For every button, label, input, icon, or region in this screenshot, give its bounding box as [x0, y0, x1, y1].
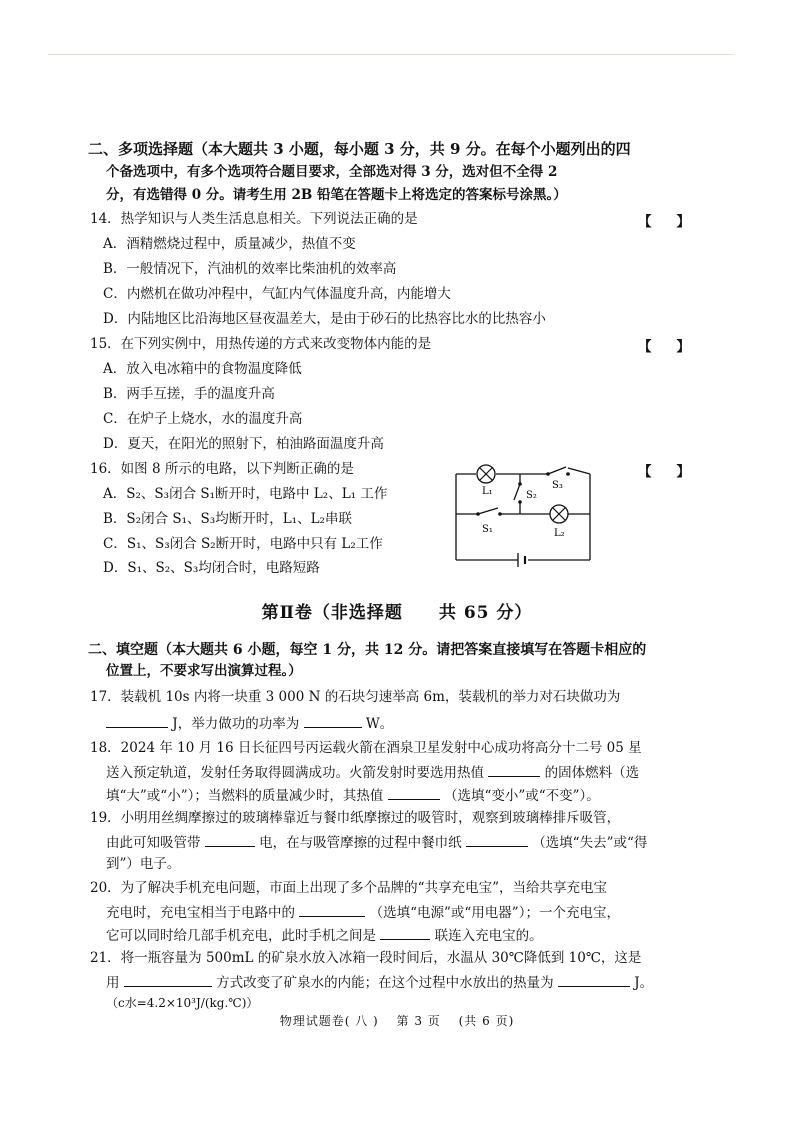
q21-text-a: 用 — [106, 975, 120, 991]
q17-text-b: W。 — [365, 716, 394, 732]
bracket-close: 】 — [676, 464, 690, 480]
q19-text-b: 电，在与吸管摩擦的过程中餐巾纸 — [259, 835, 462, 851]
q18-line-3 — [106, 785, 724, 805]
section-b-line-1: 二、填空题（本大题共 6 小题，每空 1 分，共 12 分。请把答案直接填写在答题卡相应的 — [88, 642, 647, 658]
section-b-line-2: 位置上，不要求写出演算过程。） — [106, 663, 302, 679]
q17-line-2 — [106, 713, 724, 733]
section-a-line-2: 个备选项中，有多个选项符合题目要求，全部选对得 3 分，选对但不全得 2 — [106, 164, 558, 180]
q21-text-b: 方式改变了矿泉水的内能；在这个过程中水放出的热量为 — [216, 975, 554, 991]
circuit-diagram — [448, 458, 598, 568]
q20-text-b: （选填“电源”或“用电器”）；一个充电宝， — [369, 905, 620, 921]
q14-option-d: D．内陆地区比沿海地区昼夜温差大，是由于砂石的比热容比水的比热容小 — [103, 311, 546, 327]
q16-option-b: B．S₂闭合 S₁、S₃均断开时，L₁、L₂串联 — [103, 511, 352, 527]
section-a-line-1: 二、多项选择题（本大题共 3 小题，每小题 3 分，共 9 分。在每个小题列出的四 — [88, 140, 631, 158]
section-2-title: 第Ⅱ卷（非选择题 共 65 分） — [261, 603, 533, 623]
q17-blank-work[interactable] — [106, 713, 168, 728]
q17-blank-power[interactable] — [304, 713, 362, 728]
q14-option-a: A．酒精燃烧过程中，质量减少，热值不变 — [103, 236, 356, 252]
q21-blank-method[interactable] — [124, 972, 212, 987]
q19-text-c: （选填“失去”或“得 — [532, 835, 648, 851]
q20-text-a: 充电时，充电宝相当于电路中的 — [106, 905, 295, 921]
q18-blank-heat-value[interactable] — [488, 762, 540, 777]
section-a-line-3: 分，有选错得 0 分。请考生用 2B 铅笔在答题卡上将选定的答案标号涂黑。） — [106, 187, 567, 203]
q18-line-2 — [106, 762, 724, 782]
q19-line-3: 到”）电子。 — [106, 856, 181, 872]
q16-answer-bracket[interactable] — [638, 460, 690, 480]
circuit-label-l1: L₁ — [482, 486, 493, 497]
q15-answer-bracket[interactable] — [638, 335, 690, 355]
q14-stem: 14．热学知识与人类生活息息相关。下列说法正确的是 — [90, 211, 418, 227]
q20-text-c: 它可以同时给几部手机充电，此时手机之间是 — [106, 928, 376, 944]
q20-line-2 — [106, 902, 724, 922]
bracket-open: 【 — [638, 214, 652, 230]
bracket-open: 【 — [638, 339, 652, 355]
q20-line-3 — [106, 925, 724, 945]
q16-option-a: A．S₂、S₃闭合 S₁断开时，电路中 L₂、L₁ 工作 — [103, 486, 388, 502]
q18-blank-change[interactable] — [388, 785, 440, 800]
circuit-label-s2: S₂ — [526, 490, 537, 501]
circuit-label-s3: S₃ — [552, 480, 563, 491]
q20-line-1: 20．为了解决手机充电问题，市面上出现了多个品牌的“共享充电宝”，当给共享充电宝 — [90, 880, 607, 896]
q16-option-c: C．S₁、S₃闭合 S₂断开时，电路中只有 L₂工作 — [103, 536, 383, 552]
q20-text-d: 联连入充电宝的。 — [434, 928, 543, 944]
q21-text-c: J。 — [634, 975, 654, 991]
q19-text-a: 由此可知吸管带 — [106, 835, 201, 851]
q21-blank-heat[interactable] — [558, 972, 630, 987]
q18-line-1: 18．2024 年 10 月 16 日长征四号丙运载火箭在酒泉卫星发射中心成功将高分十二号 05 星 — [90, 740, 642, 756]
q19-blank-charge[interactable] — [205, 832, 255, 847]
q14-option-b: B．一般情况下，汽油机的效率比柴油机的效率高 — [103, 261, 397, 277]
bracket-open: 【 — [638, 464, 652, 480]
circuit-label-s1: S₁ — [482, 524, 493, 535]
q15-option-b: B．两手互搓，手的温度升高 — [103, 386, 275, 402]
q14-option-c: C．内燃机在做功冲程中，气缸内气体温度升高，内能增大 — [103, 286, 451, 302]
page-footer: 物理试题卷( 八 ) 第 3 页 (共 6 页) — [279, 1014, 515, 1028]
q19-line-1: 19．小明用丝绸摩擦过的玻璃棒靠近与餐巾纸摩擦过的吸管时，观察到玻璃棒排斥吸管， — [90, 810, 621, 826]
q19-blank-electron[interactable] — [466, 832, 528, 847]
q17-text-a: J，举力做功的功率为 — [172, 716, 300, 732]
q15-option-d: D．夏天，在阳光的照射下，柏油路面温度升高 — [103, 436, 384, 452]
q16-option-d: D．S₁、S₂、S₃均闭合时，电路短路 — [103, 560, 320, 576]
q21-line-2 — [106, 972, 724, 992]
q19-line-2 — [106, 832, 724, 852]
q20-blank-connection[interactable] — [380, 925, 430, 940]
q17-line-1: 17．装载机 10s 内将一块重 3 000 N 的石块匀速举高 6m，装载机的举力对石块做功为 — [90, 689, 621, 705]
q18-text-b: 的固体燃料（选 — [544, 765, 640, 781]
q15-option-c: C．在炉子上烧水，水的温度升高 — [103, 411, 303, 427]
q21-line-1: 21．将一瓶容量为 500mL 的矿泉水放入冰箱一段时间后，水温从 30℃降低到 10℃，这是 — [90, 950, 642, 966]
top-rule — [48, 54, 734, 55]
lamp-l1-icon — [477, 465, 495, 483]
bracket-close: 】 — [676, 339, 690, 355]
q18-text-c: 填“大”或“小”）；当燃料的质量减少时，其热值 — [106, 788, 384, 804]
q15-stem: 15．在下列实例中，用热传递的方式来改变物体内能的是 — [90, 336, 432, 352]
q18-text-a: 送入预定轨道，发射任务取得圆满成功。火箭发射时要选用热值 — [106, 765, 484, 781]
q21-line-3: （c水=4.2×10³J/(kg.℃)） — [106, 996, 259, 1010]
bracket-close: 】 — [676, 214, 690, 230]
lamp-l2-icon — [550, 505, 568, 523]
circuit-label-l2: L₂ — [554, 528, 565, 539]
q15-option-a: A．放入电冰箱中的食物温度降低 — [103, 361, 302, 377]
q14-answer-bracket[interactable] — [638, 210, 690, 230]
q16-stem: 16．如图 8 所示的电路，以下判断正确的是 — [90, 461, 354, 477]
q20-blank-role[interactable] — [299, 902, 365, 917]
q18-text-d: （选填“变小”或“不变”）。 — [443, 788, 600, 804]
